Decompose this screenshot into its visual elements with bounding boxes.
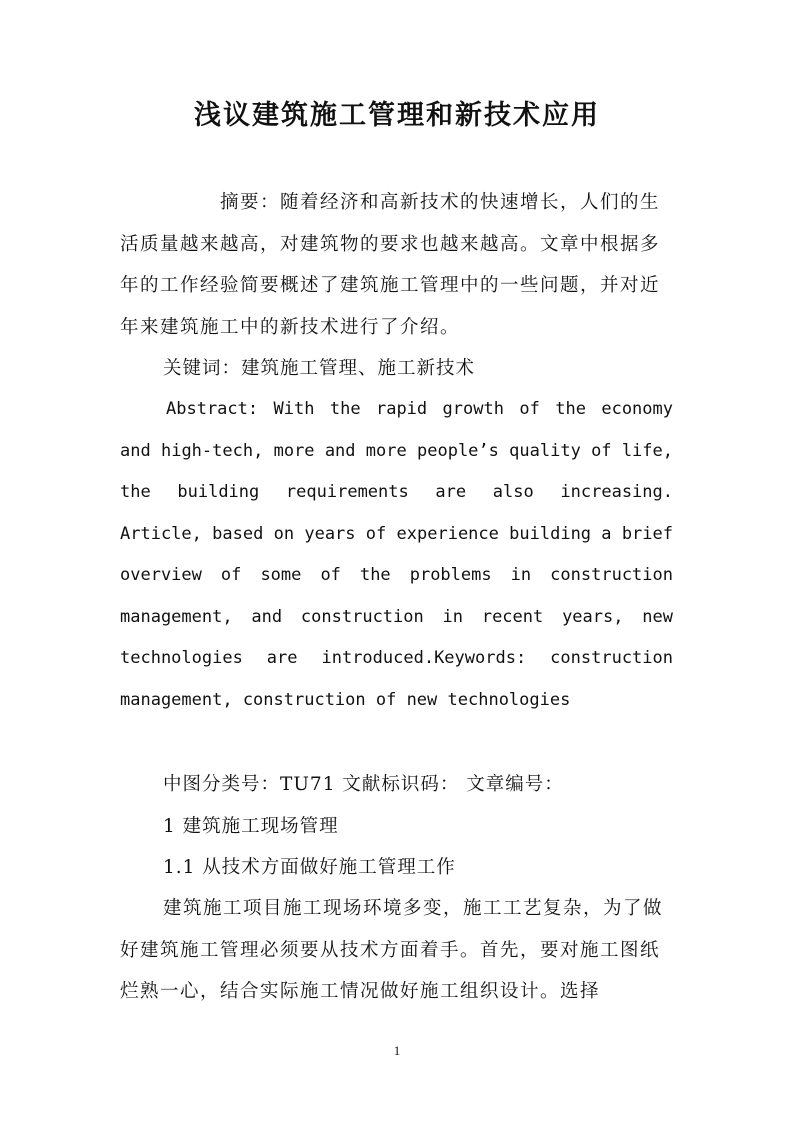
classification-line: 中图分类号：TU71 文献标识码： 文章编号： — [163, 774, 564, 795]
section-heading-1: 1 建筑施工现场管理 — [163, 816, 339, 837]
page-number: 1 — [393, 1043, 401, 1058]
keywords-chinese: 关键词：建筑施工管理、施工新技术 — [163, 358, 476, 379]
document-title: 浅议建筑施工管理和新技术应用 — [194, 100, 600, 131]
body-paragraph: 建筑施工项目施工现场环境多变，施工工艺复杂，为了做好建筑施工管理必须要从技术方面着手。首先，要对施工图纸烂熟一心，结合实际施工情况做好施工组织设计。选择 — [120, 898, 664, 1002]
abstract-english: Abstract: With the rapid growth of the economy and high-tech, more and more people’s quality of life, the building requirements are also increasing. Article, based on years of experience building a brief overview of some of the problems in construction management, and construction in recent years, new technologies are introduced.Keywords: construction management, construction of new technologies — [120, 399, 673, 710]
abstract-chinese: 摘要：随着经济和高新技术的快速增长，人们的生活质量越来越高，对建筑物的要求也越来越高。文章中根据多年的工作经验简要概述了建筑施工管理中的一些问题，并对近年来建筑施工中的新技术进行了介绍。 — [120, 192, 661, 338]
section-heading-1-1: 1.1 从技术方面做好施工管理工作 — [163, 857, 456, 878]
